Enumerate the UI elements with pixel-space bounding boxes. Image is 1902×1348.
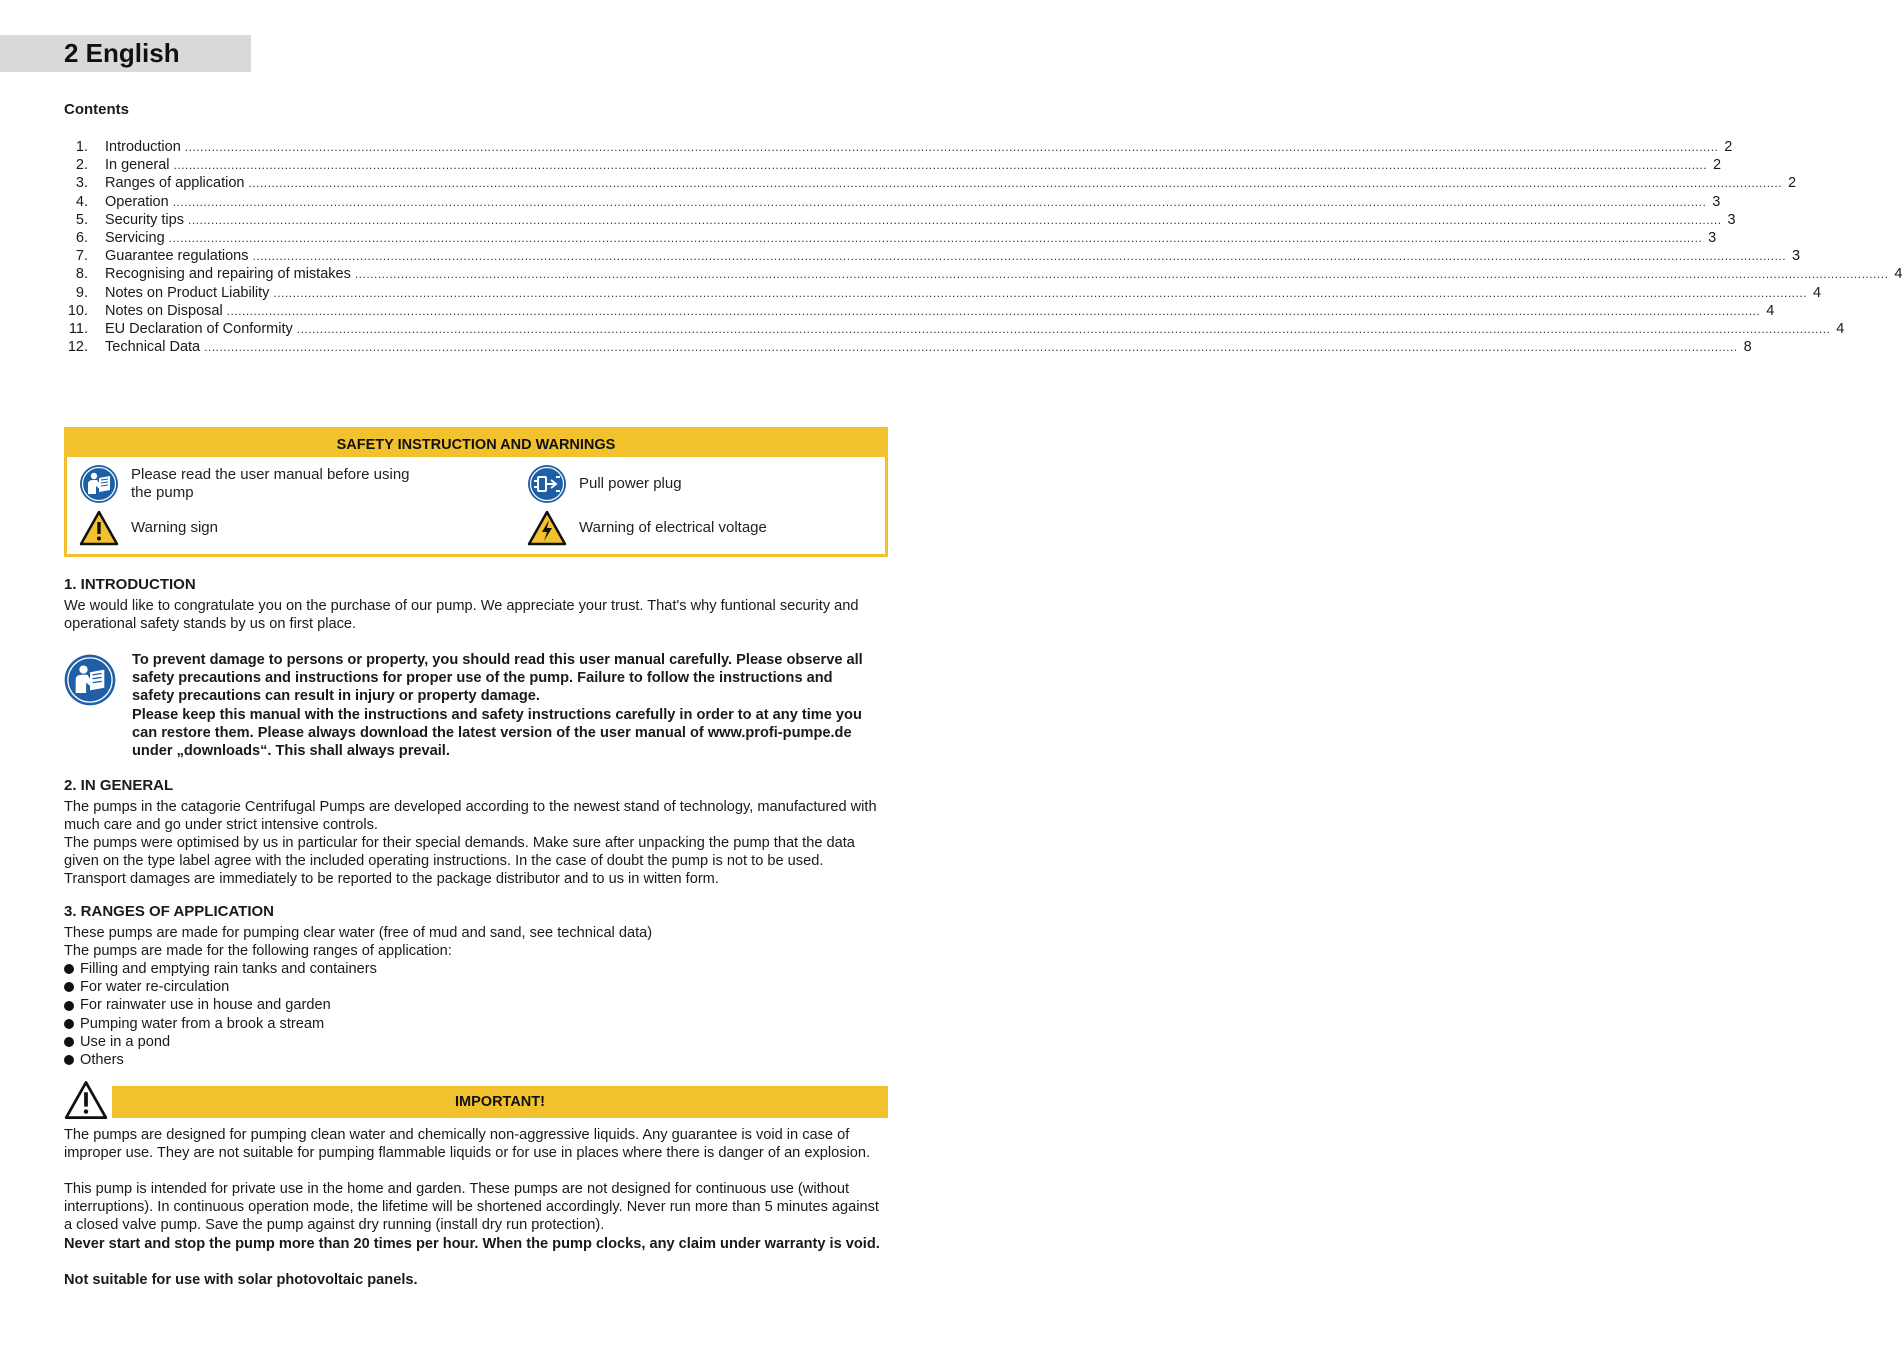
safety-notice-text: To prevent damage to persons or property, you should read this user manual carefully. Please observe all safety precautions and instructions for proper use of the pump. Failure to follow the instructions and safety precautions can result in injury or property damage.	[132, 652, 863, 705]
toc-row	[64, 338, 1752, 356]
read-manual-icon-large	[64, 654, 116, 706]
toc-row	[64, 265, 1902, 283]
toc-number: 4.	[75, 193, 88, 210]
ranges-bullet-list	[64, 960, 377, 1069]
ranges-heading: 3. RANGES OF APPLICATION	[64, 903, 275, 920]
toc-number: 9.	[75, 284, 88, 301]
toc-title: Technical Data	[105, 339, 201, 356]
toc-number: 1.	[75, 139, 88, 155]
list-item: Use in a pond	[64, 1033, 377, 1051]
toc-number: 2.	[75, 157, 88, 174]
bullet-dot-icon	[64, 1001, 74, 1011]
bullet-dot-icon	[64, 1019, 74, 1029]
bullet-dot-icon	[64, 1037, 74, 1047]
safety-box	[64, 427, 888, 557]
toc-page-number: 8	[1743, 339, 1752, 356]
toc-title: In general	[105, 157, 170, 174]
toc-page-number: 4	[1836, 320, 1845, 337]
toc-leader-dots: ................................................................................................................................................................................................................................................................................................................................................................................................................	[184, 140, 1719, 154]
toc-title: Security tips	[105, 211, 184, 228]
toc-number: 3.	[75, 175, 88, 192]
list-item: Filling and emptying rain tanks and containers	[64, 960, 377, 978]
general-paragraph-1: The pumps in the catagorie Centrifugal Pumps are developed according to the newest stand of technology, manufactured with much care and go under strict intensive controls.	[64, 799, 877, 834]
pull-plug-label: Pull power plug	[579, 475, 682, 492]
toc-row	[64, 211, 1736, 229]
read-manual-icon	[79, 464, 119, 504]
toc-row	[64, 247, 1801, 265]
safety-notice-text-2: Please keep this manual with the instructions and safety instructions carefully in order to at any time you can restore them. Please always download the latest version of the user manual of www.profi-pumpe.de under „downloads“. This shall always prevail.	[132, 706, 862, 760]
electrical-voltage-label: Warning of electrical voltage	[579, 519, 767, 536]
electrical-voltage-item	[527, 510, 767, 546]
language-banner: 2 English	[0, 35, 251, 72]
toc-number: 10.	[67, 302, 88, 319]
read-manual-label-1: Please read the user manual before using	[131, 466, 410, 483]
toc-row	[64, 138, 1733, 156]
toc-page-number: 4	[1812, 284, 1822, 301]
toc-title: Servicing	[105, 229, 165, 246]
toc-leader-dots: ................................................................................................................................................................................................................................................................................................................................................................................................................	[273, 285, 1808, 300]
toc-leader-dots: ................................................................................................................................................................................................................................................................................................................................................................................................................	[354, 267, 1889, 282]
important-paragraph-4: Not suitable for use with solar photovoltaic panels.	[64, 1272, 418, 1288]
toc-leader-dots: ................................................................................................................................................................................................................................................................................................................................................................................................................	[173, 158, 1708, 173]
toc-title: Notes on Product Liability	[105, 284, 270, 301]
read-manual-item	[79, 464, 410, 504]
toc-page-number: 2	[1724, 139, 1733, 155]
toc-page-number: 2	[1787, 175, 1797, 192]
warning-triangle-icon-important	[64, 1080, 108, 1120]
power-plug-icon	[527, 464, 567, 504]
important-paragraph-3: Never start and stop the pump more than 20 times per hour. When the pump clocks, any claim under warranty is void.	[64, 1236, 880, 1252]
warning-sign-item	[79, 510, 218, 546]
toc-leader-dots: ................................................................................................................................................................................................................................................................................................................................................................................................................	[168, 230, 1703, 245]
read-manual-label-2: the pump	[131, 484, 194, 501]
list-item: Others	[64, 1051, 377, 1069]
toc-page-number: 4	[1766, 302, 1775, 319]
toc-leader-dots: ................................................................................................................................................................................................................................................................................................................................................................................................................	[172, 194, 1707, 209]
toc-title: Ranges of application	[105, 175, 245, 192]
list-item: For rainwater use in house and garden	[64, 996, 377, 1014]
introduction-heading: 1. INTRODUCTION	[64, 576, 196, 593]
toc-page-number: 3	[1727, 211, 1736, 228]
toc-leader-dots: ................................................................................................................................................................................................................................................................................................................................................................................................................	[248, 176, 1783, 191]
contents-heading: Contents	[64, 101, 129, 118]
toc-row	[64, 320, 1845, 338]
toc-page-number: 2	[1713, 157, 1722, 174]
list-item: For water re-circulation	[64, 978, 377, 996]
toc-number: 11.	[68, 320, 88, 337]
safety-notice	[132, 651, 872, 760]
bullet-dot-icon	[64, 982, 74, 992]
toc-row	[64, 174, 1797, 192]
bullet-dot-icon	[64, 1055, 74, 1065]
toc-page-number: 3	[1712, 193, 1721, 210]
toc-row	[64, 302, 1775, 320]
toc-title: Guarantee regulations	[105, 248, 249, 265]
important-banner: IMPORTANT!	[112, 1086, 888, 1118]
toc-number: 6.	[75, 229, 88, 246]
bullet-dot-icon	[64, 964, 74, 974]
safety-header: SAFETY INSTRUCTION AND WARNINGS	[67, 430, 885, 457]
ranges-paragraph-2: The pumps are made for the following ranges of application:	[64, 943, 452, 959]
toc-page-number: 4	[1894, 266, 1902, 283]
introduction-text: We would like to congratulate you on the purchase of our pump. We appreciate your trust. That's why funtional security and operational safety stands by us on first place.	[64, 598, 859, 633]
toc-number: 5.	[75, 211, 88, 228]
toc-leader-dots: ................................................................................................................................................................................................................................................................................................................................................................................................................	[296, 321, 1831, 336]
toc-number: 8.	[75, 266, 88, 283]
toc-row	[64, 229, 1717, 247]
table-of-contents	[64, 138, 1902, 356]
important-paragraph-2: This pump is intended for private use in the home and garden. These pumps are not designed for continuous use (without interruptions). In continuous operation mode, the lifetime will be shortened accordingly. Never run more than 5 minutes against a closed valve pump. Save the pump against dry running (install dry run protection).	[64, 1181, 879, 1234]
ranges-paragraph-1: These pumps are made for pumping clear water (free of mud and sand, see technical data)	[64, 925, 653, 941]
high-voltage-icon	[527, 510, 567, 546]
toc-page-number: 3	[1708, 229, 1717, 246]
toc-row	[64, 193, 1721, 211]
toc-number: 7.	[75, 248, 88, 265]
pull-plug-item	[527, 464, 682, 504]
toc-leader-dots: ................................................................................................................................................................................................................................................................................................................................................................................................................	[226, 303, 1761, 318]
list-item: Pumping water from a brook a stream	[64, 1015, 377, 1033]
toc-row	[64, 156, 1722, 174]
toc-title: Notes on Disposal	[105, 302, 223, 319]
toc-title: Recognising and repairing of mistakes	[105, 266, 351, 283]
toc-title: Introduction	[105, 139, 181, 155]
general-heading: 2. IN GENERAL	[64, 777, 174, 794]
toc-leader-dots: ................................................................................................................................................................................................................................................................................................................................................................................................................	[187, 212, 1722, 227]
warning-sign-label: Warning sign	[131, 519, 218, 536]
toc-page-number: 3	[1792, 248, 1801, 265]
toc-row	[64, 284, 1822, 302]
toc-title: Operation	[105, 193, 169, 210]
warning-triangle-icon	[79, 510, 119, 546]
toc-number: 12.	[67, 339, 88, 356]
important-paragraph-1: The pumps are designed for pumping clean water and chemically non-aggressive liquids. Any guarantee is void in case of improper use. They are not suitable for pumping flammable liquids or for use in places where there is danger of an explosion.	[64, 1127, 871, 1162]
toc-leader-dots: ................................................................................................................................................................................................................................................................................................................................................................................................................	[252, 249, 1787, 264]
toc-leader-dots: ................................................................................................................................................................................................................................................................................................................................................................................................................	[204, 340, 1738, 355]
toc-title: EU Declaration of Conformity	[105, 320, 293, 337]
general-paragraph-2: The pumps were optimised by us in particular for their special demands. Make sure after unpacking the pump that the data given on the type label agree with the included operating instructions. In the case of doubt the pump is not to be used. Transport damages are immediately to be reported to the package distributor and to us in witten form.	[64, 835, 855, 888]
